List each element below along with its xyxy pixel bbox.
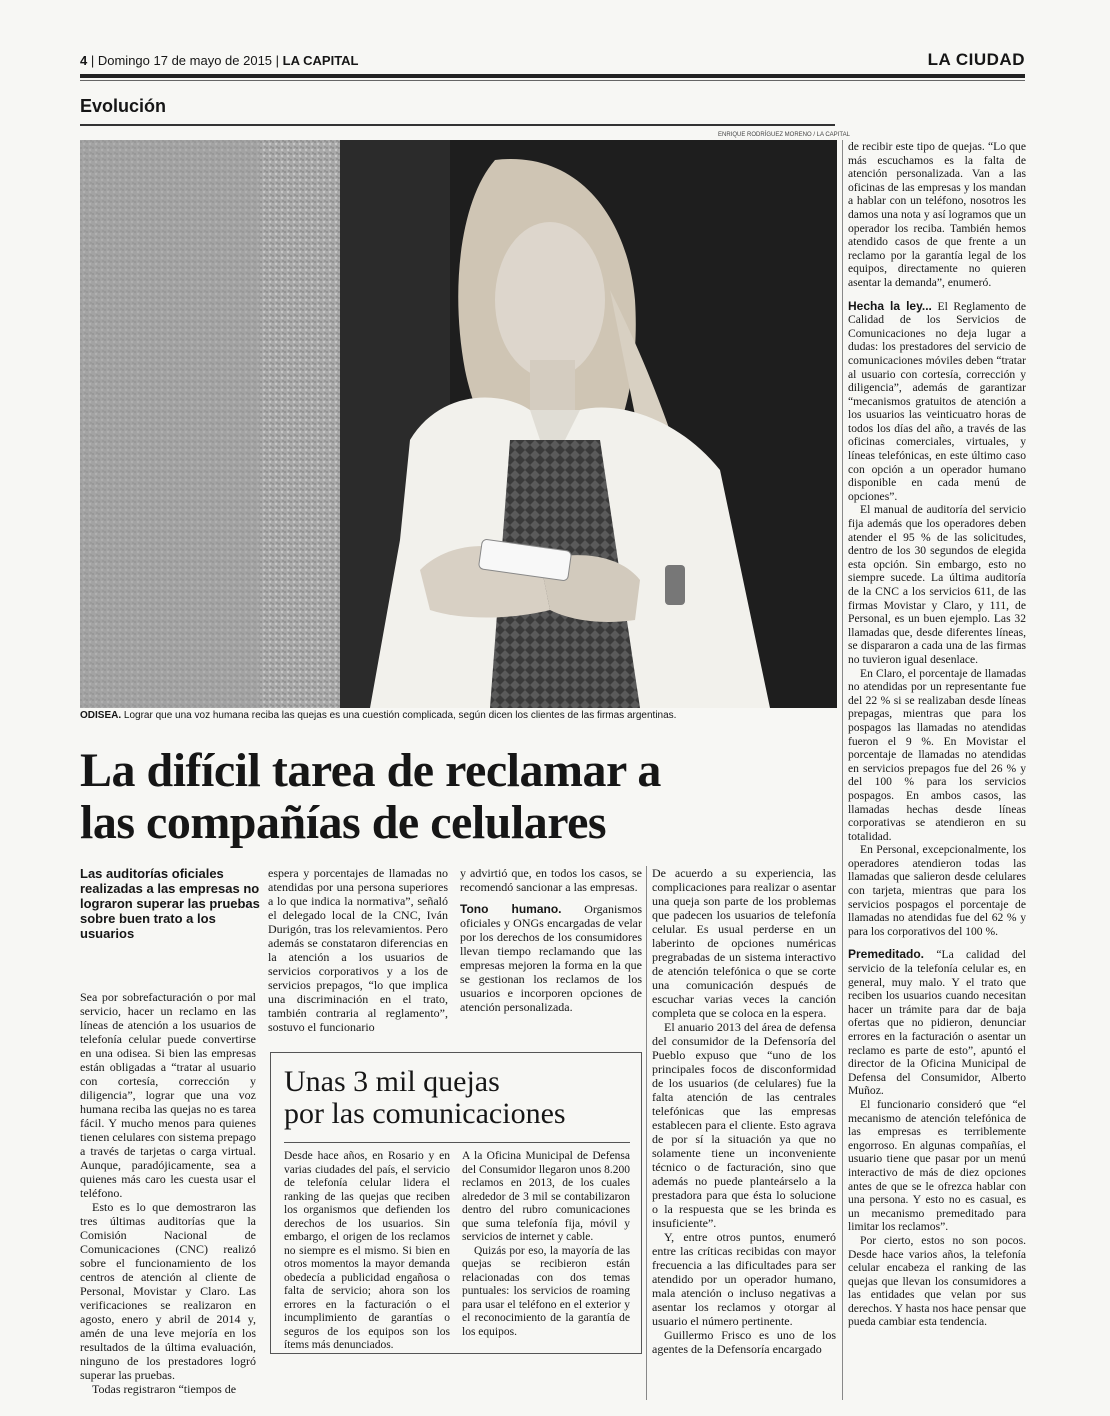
paragraph-text: Organismos oficiales y ONGs encargadas de velar por los derechos de los consumidores llevan tiempo reclamando que las empresas mejoren la forma en la que se gestionan los reclamos de los usuarios e incorporen opciones de atención personalizada.	[460, 902, 643, 1014]
paragraph: Esto es lo que demostraron las tres últimas auditorías que la Comisión Nacional de Comunicaciones (CNC) realizó sobre el funcionamiento de los centros de atención al cliente de Personal, Movistar y Claro. Las verificaciones se realizaron en agosto, enero y abril de 2014 y, amén de una leve mejoría en los resultados de la última evaluación, ninguno de los prestadores logró superar las pruebas.	[80, 1200, 256, 1382]
caption-lead: ODISEA.	[80, 710, 122, 721]
paragraph: Guillermo Frisco es uno de los agentes de la Defensoría encargado	[652, 1328, 836, 1356]
section-name-right: LA CIUDAD	[927, 50, 1025, 69]
subhead-lead: Tono humano.	[460, 902, 562, 916]
subhead-lead: Hecha la ley...	[848, 298, 932, 313]
paragraph-text: “La calidad del servicio de la telefonía celular es, en general, muy malo. Y el trato que reciben los usuarios cuando necesitan hacer un trámite para dar de baja ofertas que no pidieron, denunciar errores en la facturación o asentar un reclamo es parte de esto”, apuntó el director de la Oficina Municipal de Defensa del Consumidor, Alberto Muñoz.	[848, 948, 1027, 1098]
main-photo	[80, 140, 837, 708]
column-divider	[842, 140, 843, 1400]
page-number: 4	[80, 53, 88, 68]
article-deck: Las auditorías oficiales realizadas a las empresas no lograron superar las pruebas sobre buen trato a los usuarios	[80, 866, 260, 941]
column-divider	[646, 866, 647, 1400]
separator: |	[275, 53, 283, 68]
paragraph: espera y porcentajes de llamadas no atendidas por una persona superiores a lo que indica la normativa”, señaló el delegado local de la CNC, Iván Durigón, tras los relevamientos. Pero además se constataron diferencias en la atención a los usuarios de servicios corporativos y a los de servicios prepagos, “lo que implica una discriminación en el trato, también contraria al reglamento”, sostuvo el funcionario	[268, 866, 448, 1034]
column-4	[652, 866, 836, 1356]
column-5	[848, 140, 1026, 1329]
section-rule	[80, 124, 835, 126]
paragraph: Por cierto, estos no son pocos. Desde hace varios años, la telefonía celular encabeza el ranking de las quejas que llevan los consumidores a las entidades que velan por sus derechos. Y hasta nos hace pensar que pueda cambiar esta tendencia.	[848, 1233, 1026, 1329]
box-column-2	[462, 1150, 630, 1339]
issue-date: Domingo 17 de mayo de 2015	[97, 53, 273, 68]
headline-line-1: La difícil tarea de reclamar a	[80, 744, 661, 797]
box-rule	[284, 1142, 630, 1143]
paragraph: A la Oficina Municipal de Defensa del Consumidor llegaron unos 8.200 reclamos en 2013, de los cuales alrededor de 3 mil se contabilizaron dentro del rubro comunicaciones que suma telefonía fija, móvil y servicios de internet y cable.	[462, 1150, 630, 1243]
header-left	[80, 53, 359, 68]
woman-with-phone-illustration	[80, 140, 837, 708]
article-headline	[80, 745, 830, 849]
paragraph: y advirtió que, en todos los casos, se recomendó sancionar a las empresas.	[460, 866, 642, 894]
photo-credit: ENRIQUE RODRÍGUEZ MORENO / LA CAPITAL	[718, 132, 850, 138]
box-title-line-2: por las comunicaciones	[284, 1097, 566, 1130]
sidebar-box-title	[284, 1066, 634, 1130]
subhead-lead: Premeditado.	[848, 947, 925, 962]
publication-name: LA CAPITAL	[282, 53, 359, 68]
column-1	[80, 990, 256, 1396]
box-title-line-1: Unas 3 mil quejas	[284, 1065, 500, 1098]
paragraph: Todas registraron “tiempos de	[92, 1382, 237, 1396]
paragraph: El funcionario consideró que “el mecanismo de atención telefónica de las empresas es terriblemente engorroso. En algunas compañías, el usuario tiene que pasar por un menú interactivo de más de diez opciones antes de que se le ofrezca hablar con una persona. Y esto no es casual, es un mecanismo premeditado para limitar los reclamos”.	[848, 1097, 1026, 1234]
column-2	[268, 866, 448, 1034]
paragraph: Desde hace años, en Rosario y en varias ciudades del país, el servicio de telefonía celular lidera el ranking de las quejas que reciben los organismos que defienden los derechos de los usuarios. Sin embargo, el origen de los reclamos no siempre es el mismo. Si bien en otros momentos la mayor demanda obedecía a publicidad engañosa o falta de servicio; ahora son los errores en la facturación o el incumplimiento de garantías o seguros de los equipos son los ítems más denunciados.	[284, 1150, 450, 1351]
paragraph: Y, entre otros puntos, enumeró entre las críticas recibidas con mayor frecuencia a las dificultades para ser atendido por un operador humano, mala atención o incluso negativas a asentar los reclamos y otorgar al usuario el número pertinente.	[652, 1230, 836, 1328]
paragraph-text: El Reglamento de Calidad de los Servicios de Comunicaciones no deja lugar a dudas: los prestadores del servicio de comunicaciones móviles deben “tratar al usuario con cortesía, corrección y diligencia”, además de garantizar “mecanismos gratuitos de atención a los usuarios las veinticuatro horas de todos los días del año, a través de las oficinas comerciales, virtuales, y líneas telefónicas, en este último caso con opción a un operador humano disponible en cada menú de opciones”.	[848, 299, 1026, 503]
caption-text: Lograr que una voz humana reciba las quejas es una cuestión complicada, según dicen los clientes de las firmas argentinas.	[123, 710, 677, 721]
page-header	[80, 50, 1025, 72]
paragraph: de recibir este tipo de quejas. “Lo que más escuchamos es la falta de atención personalizada. Van a las oficinas de las empresas y los mandan a hablar con un teléfono, nosotros les damos una nota y así logramos que un operador los reciba. También hemos atendido casos de que frente a un reclamo por la garantía legal de los equipos, directamente no quieren asentar la demanda”, enumeró.	[848, 140, 1026, 289]
separator: |	[90, 53, 98, 68]
column-3	[460, 866, 642, 1014]
paragraph: Quizás por eso, la mayoría de las quejas se recibieron están relacionadas con dos temas puntuales: los servicios de roaming para usar el teléfono en el exterior y el reconocimiento de la garantía de los equipos.	[462, 1244, 630, 1338]
paragraph: Sea por sobrefacturación o por mal servicio, hacer un reclamo en las líneas de atención a los usuarios de telefonía celular puede convertirse en una odisea. Si bien las empresas están obligadas a “tratar al usuario con cortesía, corrección y diligencia”, lograr que una voz humana reciba las quejas no es tarea fácil. Y mucho menos para quienes tienen celulares con sistema prepago a través de tarjetas o carga virtual. Aunque, paradójicamente, sea a quienes más caro les cuesta usar el teléfono.	[80, 990, 256, 1200]
header-rule	[80, 74, 1025, 78]
paragraph-with-lead	[848, 300, 1026, 504]
paragraph: En Claro, el porcentaje de llamadas no atendidas por un representante fue del 22 % si se realizaban desde líneas prepagas, mientras que para los pospagos las llamadas no atendidas fueron el 9 %. En Movistar el porcentaje de llamadas no atendidas en servicios prepagos fue del 26 % y del 100 % para los servicios pospagos. En ambos casos, las llamadas hechas desde líneas corporativas se atendieron en su totalidad.	[848, 666, 1026, 843]
header-rule-thin	[80, 80, 1025, 81]
box-column-1	[284, 1150, 450, 1353]
photo-caption	[80, 710, 837, 721]
headline-line-2: las compañías de celulares	[80, 796, 607, 849]
paragraph-with-lead	[848, 948, 1026, 1098]
paragraph: El anuario 2013 del área de defensa del consumidor de la Defensoría del Pueblo expuso que “uno de los principales focos de disconformidad de los usuarios (de celulares) fue la falta atención de las centrales telefónicas que las empresas establecen para el cliente. Esto agrava de por sí la situación ya que no solamente tiene un inconveniente técnico o de facturación, sino que además no puede planteárselo a la prestadora para que ésta lo solucione o la respuesta que se les brinda es insuficiente”.	[652, 1020, 836, 1230]
paragraph: De acuerdo a su experiencia, las complicaciones para realizar o asentar una queja son parte de los problemas que padecen los usuarios de telefonía celular. Es usual perderse en un laberinto de opciones numéricas pregrabadas de un sistema interactivo de atención telefónica o que se corte una comunicación después de escuchar varias veces la canción completa que se coloca en la espera.	[652, 866, 836, 1020]
paragraph: El manual de auditoría del servicio fija además que los operadores deben atender el 95 % de las solicitudes, dentro de los 30 segundos de elegida esta opción. Sin embargo, esto no siempre sucede. La última auditoría de la CNC a los servicios 611, de las firmas Movistar y Claro, y 111, de Personal, es un buen ejemplo. Las 32 llamadas que, desde diferentes líneas, se dispararon a cada una de las firmas no tuvieron igual desenlace.	[848, 503, 1026, 666]
paragraph-with-lead	[460, 902, 642, 1014]
section-title: Evolución	[80, 96, 167, 116]
paragraph: En Personal, excepcionalmente, los operadores atendieron todas las llamadas que salieron desde celulares con tarjeta, mientras que para los servicios pospagos el porcentaje de llamadas no atendidas fue del 62 % y para los corporativos del 100 %.	[848, 843, 1026, 938]
